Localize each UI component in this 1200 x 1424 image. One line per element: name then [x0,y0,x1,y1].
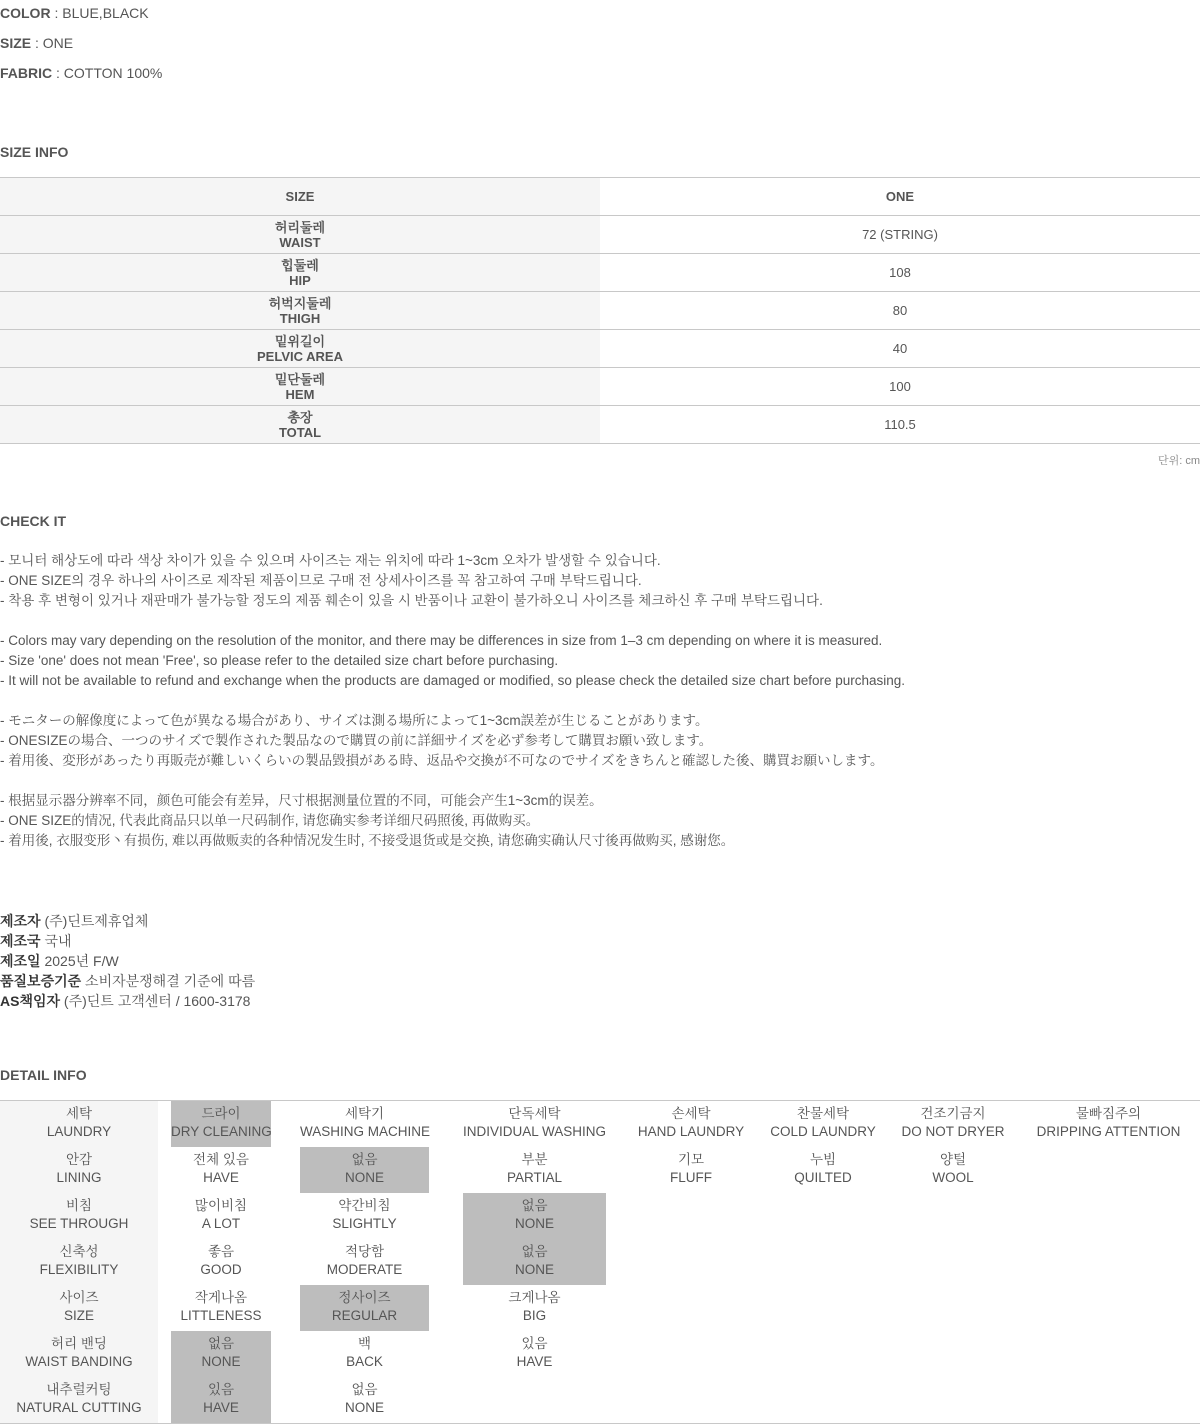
size-row-label [0,406,600,444]
detail-label-en: NATURAL CUTTING [16,1400,142,1415]
detail-option [300,1193,429,1239]
size-row-label [0,216,600,254]
detail-label-ko: 허리 밴딩 [51,1336,107,1351]
mfg-label: 품질보증기준 [0,973,82,989]
detail-label-en: DO NOT DRYER [901,1124,1005,1139]
detail-row [0,1331,1200,1377]
detail-option [463,1285,606,1331]
detail-label-ko: 손세탁 [671,1106,711,1121]
check-it-korean [0,551,823,611]
notice-line: - 根据显示器分辨率不同，颜色可能会有差异，尺寸根据测量位置的不同，可能会产生1~3cm的误差。 [0,793,603,808]
detail-label-ko: 단독세탁 [508,1106,561,1121]
detail-row [0,1147,1200,1193]
detail-option [463,1331,606,1377]
mfg-value: 2025년 F/W [40,953,119,969]
detail-info-grid [0,1100,1200,1424]
check-it-chinese [0,791,734,851]
size-label-en: THIGH [279,310,321,326]
detail-option-selected [300,1147,429,1193]
detail-option [171,1285,271,1331]
detail-label-en: DRIPPING ATTENTION [1036,1124,1181,1139]
notice-line: - Colors may vary depending on the resolution of the monitor, and there may be differences in size from 1–3 cm depending on where it is measured. [0,633,883,648]
unit-note: 단위: cm [1157,455,1200,467]
detail-option [1020,1101,1197,1147]
detail-row [0,1377,1200,1423]
mfg-label: AS책임자 [0,993,61,1009]
size-label-ko: 허리둘레 [274,219,326,235]
size-row-label [0,254,600,292]
detail-label-ko: 전체 있음 [193,1152,249,1167]
notice-line: - It will not be available to refund and exchange when the products are damaged or modified, so please check the detailed size chart before purchasing. [0,673,906,688]
detail-option [300,1377,429,1423]
notice-line: - 모니터 해상도에 따라 색상 차이가 있을 수 있으며 사이즈는 재는 위치에 따라 1~3cm 오차가 발생할 수 있습니다. [0,553,661,568]
detail-option-selected [463,1239,606,1285]
size-row-hem [0,368,1200,406]
size-label-en: HEM [285,386,315,402]
mfg-country [0,931,72,951]
detail-row [0,1285,1200,1331]
size-row-total [0,406,1200,444]
detail-label-ko: 안감 [65,1152,93,1167]
detail-option [171,1239,271,1285]
size-label-ko: 밑위길이 [274,333,326,349]
detail-label-ko: 드라이 [201,1106,241,1121]
detail-row [0,1239,1200,1285]
mfg-as-contact [0,991,250,1011]
mfg-maker [0,911,148,931]
detail-label-ko: 없음 [521,1198,548,1213]
notice-line: - 着用後、変形があったり再販売が難しいくらいの製品毀損がある時、返品や交換が不可なのでサイズをきちんと確認した後、購買お願いします。 [0,753,884,768]
detail-label-en: SLIGHTLY [332,1216,397,1231]
mfg-label: 제조자 [0,913,41,929]
detail-label-ko: 약간비침 [338,1198,391,1213]
detail-option [620,1101,762,1147]
detail-label-ko: 많이비침 [194,1198,248,1213]
spec-label: SIZE [0,35,32,51]
size-table-header-row [0,178,1200,216]
size-row-label [0,368,600,406]
detail-label-en: PARTIAL [506,1170,563,1185]
detail-label-en: LAUNDRY [46,1124,112,1139]
size-label-en: HIP [289,272,311,288]
detail-label-ko: 적당함 [344,1244,385,1259]
detail-row-heading [0,1239,158,1285]
mfg-label: 제조일 [0,953,41,969]
detail-label-en: LITTLENESS [180,1308,262,1323]
spec-value: : BLUE,BLACK [50,5,149,21]
spec-fabric [0,63,162,83]
size-row-label [0,292,600,330]
detail-label-ko: 물빠짐주의 [1075,1106,1142,1121]
detail-option [300,1331,429,1377]
detail-row-heading [0,1193,158,1239]
detail-row-heading [0,1377,158,1423]
size-header-value: ONE [600,178,1200,216]
detail-label-en: HAVE [203,1400,239,1415]
detail-label-ko: 없음 [207,1336,235,1351]
detail-row-heading [0,1101,158,1147]
detail-label-en: NONE [514,1262,554,1277]
detail-option-selected [300,1285,429,1331]
notice-line: - ONE SIZE의 경우 하나의 사이즈로 제작된 제품이므로 구매 전 상세사이즈를 꼭 참고하여 구매 부탁드립니다. [0,573,642,588]
detail-label-ko: 없음 [351,1382,378,1397]
detail-label-en: SIZE [63,1308,94,1323]
detail-label-en: FLEXIBILITY [39,1262,119,1277]
detail-label-en: LINING [56,1170,102,1185]
detail-label-en: HAVE [516,1354,553,1369]
mfg-value: 국내 [40,933,72,949]
mfg-date [0,951,119,971]
detail-label-ko: 없음 [521,1244,548,1259]
notice-line: - 착용 후 변형이 있거나 재판매가 불가능할 정도의 제품 훼손이 있을 시 반품이나 교환이 불가하오니 사이즈를 체크하신 후 구매 부탁드립니다. [0,593,823,608]
detail-option [760,1147,886,1193]
size-table [0,177,1200,444]
detail-option [463,1147,606,1193]
notice-line: - ONE SIZE的情况, 代表此商品只以单一尺码制作, 请您确实参考详细尺码照後, 再做购买。 [0,813,540,828]
detail-option [300,1101,429,1147]
size-row-value: 80 [600,292,1200,330]
detail-label-en: DRY CLEANING [171,1124,272,1139]
detail-label-en: NONE [201,1354,241,1369]
detail-label-en: WASHING MACHINE [300,1124,431,1139]
size-label-ko: 힙둘레 [281,257,319,273]
mfg-warranty [0,971,255,991]
detail-label-ko: 기모 [677,1152,705,1167]
detail-label-ko: 정사이즈 [338,1290,391,1305]
detail-label-ko: 크게나옴 [508,1290,561,1305]
size-row-label [0,330,600,368]
mfg-value: (주)딘트제휴업체 [40,913,149,929]
detail-option [171,1193,271,1239]
detail-row-heading [0,1147,158,1193]
size-row-pelvic-area [0,330,1200,368]
mfg-value: 소비자분쟁해결 기준에 따름 [81,973,256,989]
mfg-value: (주)딘트 고객센터 / 1600-3178 [60,993,251,1009]
notice-line: - モニターの解像度によって色が異なる場合があり、サイズは測る場所によって1~3cm誤差が生じることがあります。 [0,713,709,728]
detail-label-ko: 양털 [939,1152,967,1167]
detail-label-ko: 내추럴커팅 [46,1382,112,1397]
spec-size [0,33,73,53]
spec-label: COLOR [0,5,51,21]
detail-label-ko: 사이즈 [59,1290,99,1305]
detail-row-heading [0,1331,158,1377]
detail-label-ko: 있음 [521,1336,548,1351]
detail-label-en: NONE [344,1400,384,1415]
detail-label-en: A LOT [201,1216,241,1231]
size-row-value: 40 [600,330,1200,368]
size-row-value: 72 (STRING) [600,216,1200,254]
size-row-thigh [0,292,1200,330]
notice-line: - 着用後, 衣服变形丶有损伤, 难以再做贩卖的各种情况发生时, 不接受退货或是交换, 请您确实确认尺寸後再做购买, 感谢您。 [0,833,735,848]
detail-option-selected [463,1193,606,1239]
detail-option [171,1147,271,1193]
size-label-en: PELVIC AREA [257,348,343,364]
detail-label-en: FLUFF [670,1170,712,1185]
spec-value: : COTTON 100% [52,65,163,81]
size-info-title: SIZE INFO [0,144,69,160]
notice-line: - Size 'one' does not mean 'Free', so please refer to the detailed size chart before purchasing. [0,653,559,668]
size-label-ko: 허벅지둘레 [268,295,332,311]
size-label-ko: 밑단둘레 [274,371,326,387]
detail-label-en: NONE [514,1216,554,1231]
detail-label-en: HAND LAUNDRY [637,1124,745,1139]
size-label-ko: 총장 [287,409,313,425]
check-it-japanese [0,711,883,771]
detail-label-en: NONE [344,1170,384,1185]
detail-label-ko: 세탁 [65,1106,93,1121]
detail-label-en: BACK [346,1354,383,1369]
detail-row-heading [0,1285,158,1331]
size-header-label: SIZE [0,178,600,216]
detail-label-ko: 있음 [207,1382,235,1397]
size-row-waist [0,216,1200,254]
detail-label-en: QUILTED [794,1170,852,1185]
detail-option [890,1147,1016,1193]
detail-label-en: WOOL [932,1170,974,1185]
detail-label-en: MODERATE [326,1262,403,1277]
detail-label-en: SEE THROUGH [29,1216,129,1231]
spec-label: FABRIC [0,65,53,81]
detail-label-en: WAIST BANDING [25,1354,133,1369]
detail-label-ko: 좋음 [207,1244,235,1259]
detail-option [760,1101,886,1147]
size-label-en: TOTAL [278,424,322,440]
size-row-value: 108 [600,254,1200,292]
detail-option-selected [171,1101,271,1147]
detail-label-en: INDIVIDUAL WASHING [463,1124,607,1139]
detail-label-en: REGULAR [331,1308,398,1323]
detail-label-ko: 누빔 [809,1152,837,1167]
detail-label-ko: 작게나옴 [194,1290,248,1305]
detail-label-ko: 건조기금지 [920,1106,986,1121]
detail-row [0,1193,1200,1239]
check-it-title: CHECK IT [0,513,67,529]
check-it-english [0,631,905,691]
detail-option-selected [171,1331,271,1377]
size-row-value: 110.5 [600,406,1200,444]
detail-option [300,1239,429,1285]
detail-label-ko: 부분 [521,1152,548,1167]
size-label-en: WAIST [279,234,321,250]
detail-label-ko: 찬물세탁 [796,1106,850,1121]
detail-label-ko: 신축성 [59,1244,99,1259]
detail-label-en: BIG [522,1308,547,1323]
detail-label-ko: 비침 [65,1198,93,1213]
mfg-label: 제조국 [0,933,41,949]
detail-option [463,1101,606,1147]
size-row-value: 100 [600,368,1200,406]
spec-color [0,3,149,23]
detail-label-ko: 세탁기 [344,1106,385,1121]
size-row-hip [0,254,1200,292]
detail-label-en: HAVE [203,1170,239,1185]
detail-option [890,1101,1016,1147]
detail-label-en: GOOD [200,1262,242,1277]
detail-row [0,1101,1200,1147]
detail-option-selected [171,1377,271,1423]
detail-option [620,1147,762,1193]
notice-line: - ONESIZEの場合、一つのサイズで製作された製品なので購買の前に詳細サイズを必ず参考して購買お願い致します。 [0,733,713,748]
detail-label-ko: 백 [357,1336,372,1351]
detail-label-en: COLD LAUNDRY [770,1124,876,1139]
spec-value: : ONE [31,35,74,51]
detail-label-ko: 없음 [351,1152,378,1167]
detail-info-title: DETAIL INFO [0,1067,87,1083]
